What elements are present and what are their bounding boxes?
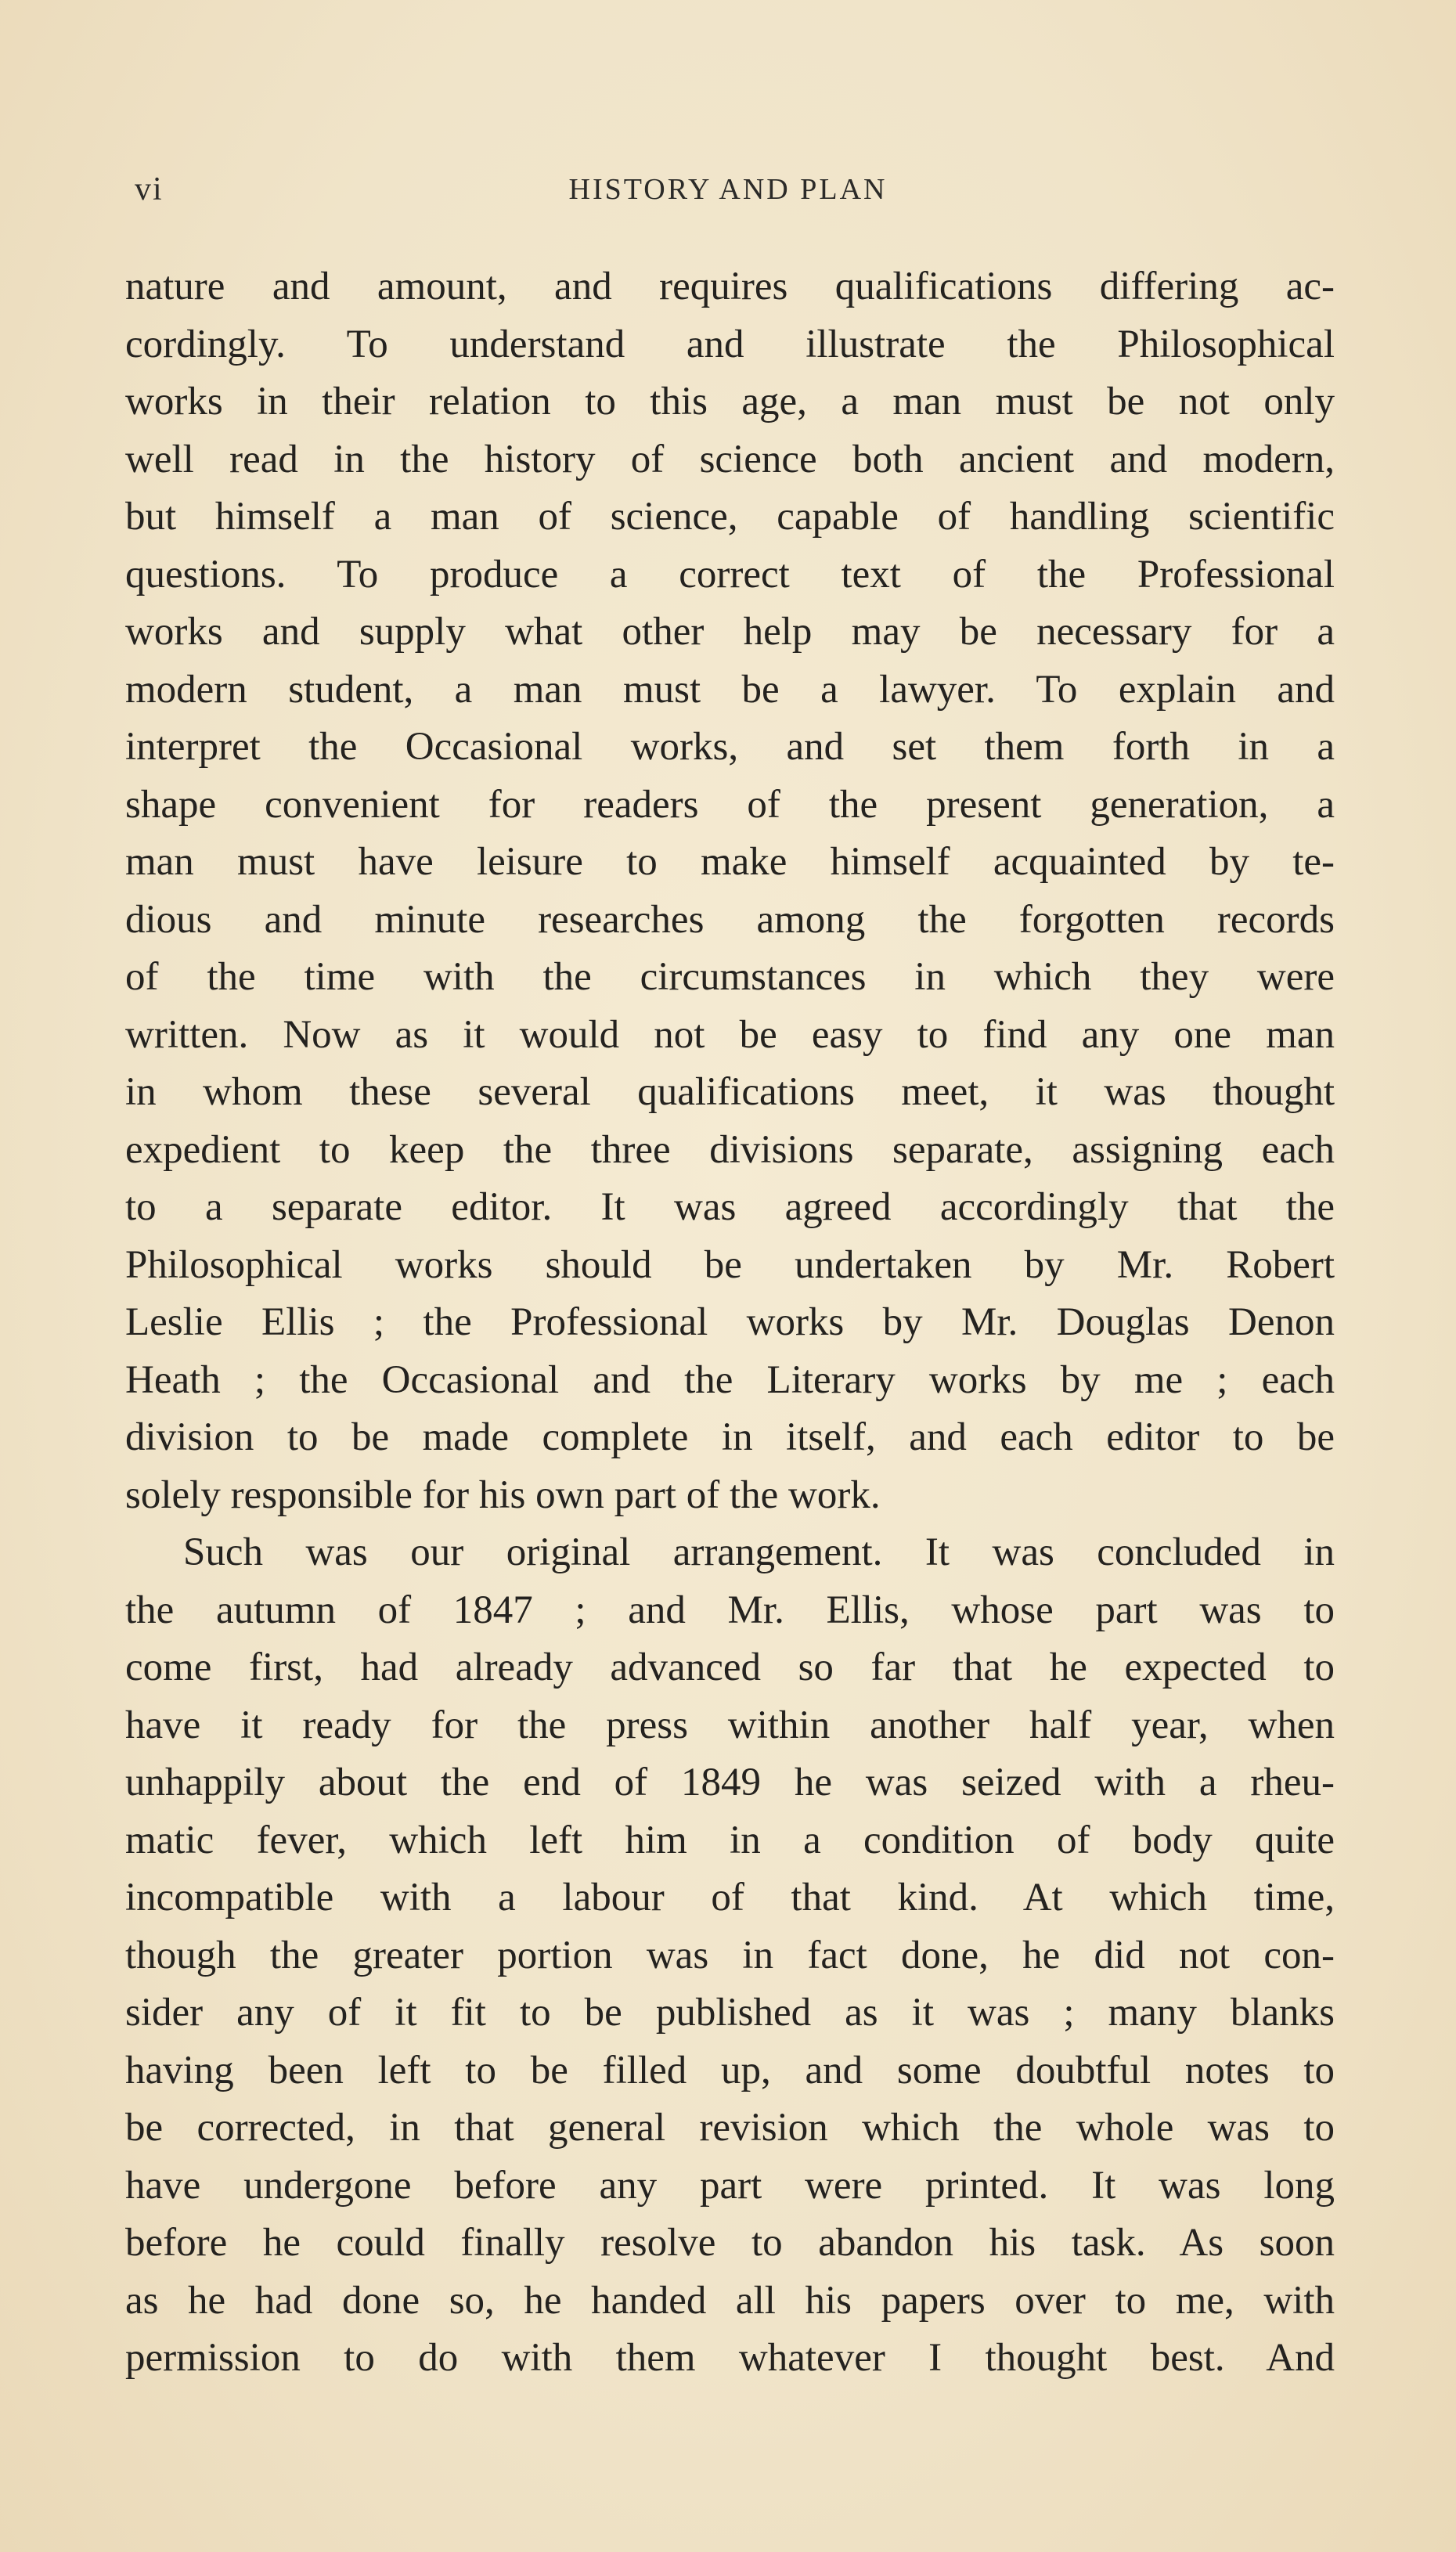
text-line: before he could finally resolve to abandon his task. As soon xyxy=(125,2221,1335,2265)
text-line: unhappily about the end of 1849 he was seized with a rheu- xyxy=(125,1761,1335,1804)
text-line: modern student, a man must be a lawyer. To explain and xyxy=(125,667,1335,712)
text-line: incompatible with a labour of that kind. At which time, xyxy=(125,1876,1335,1919)
text-line: man must have leisure to make himself acquainted by te- xyxy=(125,840,1335,884)
body-text xyxy=(125,258,1335,2388)
text-line: be corrected, in that general revision which the whole was to xyxy=(125,2106,1335,2150)
text-line: written. Now as it would not be easy to find any one man xyxy=(125,1012,1335,1057)
text-line: works in their relation to this age, a man must be not only xyxy=(125,380,1335,424)
text-line: dious and minute researches among the forgotten records xyxy=(125,897,1335,942)
text-line: having been left to be filled up, and some doubtful notes to xyxy=(125,2048,1335,2092)
text-line: though the greater portion was in fact done, he did not con- xyxy=(125,1933,1335,1977)
text-line: Philosophical works should be undertaken by Mr. Robert xyxy=(125,1242,1335,1287)
text-line: as he had done so, he handed all his papers over to me, with xyxy=(125,2278,1335,2323)
text-line: expedient to keep the three divisions separate, assigning each xyxy=(125,1127,1335,1172)
text-line: shape convenient for readers of the present generation, a xyxy=(125,782,1335,827)
text-line: well read in the history of science both ancient and modern, xyxy=(125,437,1335,481)
text-line: the autumn of 1847 ; and Mr. Ellis, whose part was to xyxy=(125,1588,1335,1632)
text-line: cordingly. To understand and illustrate the Philosophical xyxy=(125,322,1335,366)
text-line: in whom these several qualifications meet, it was thought xyxy=(125,1070,1335,1114)
text-line: sider any of it fit to be published as it was ; many blanks xyxy=(125,1991,1335,2035)
text-line: have it ready for the press within another half year, when xyxy=(125,1703,1335,1747)
text-line: interpret the Occasional works, and set them forth in a xyxy=(125,725,1335,769)
text-line: Heath ; the Occasional and the Literary works by me ; each xyxy=(125,1357,1335,1402)
text-line: come first, had already advanced so far that he expected to xyxy=(125,1645,1335,1689)
text-line: have undergone before any part were printed. It was long xyxy=(125,2163,1335,2208)
text-line: works and supply what other help may be necessary for a xyxy=(125,610,1335,654)
running-head: HISTORY AND PLAN xyxy=(568,173,888,206)
text-line: of the time with the circumstances in which they were xyxy=(125,955,1335,999)
text-line: matic fever, which left him in a condition of body quite xyxy=(125,1818,1335,1862)
text-line: questions. To produce a correct text of the Professional xyxy=(125,552,1335,597)
text-line: permission to do with them whatever I thought best. And xyxy=(125,2336,1335,2380)
text-line: nature and amount, and requires qualifications differing ac- xyxy=(125,265,1335,308)
text-line: but himself a man of science, capable of handling scientific xyxy=(125,495,1335,539)
page-number: vi xyxy=(135,171,164,207)
text-line: division to be made complete in itself, and each editor to be xyxy=(125,1415,1335,1459)
text-line: to a separate editor. It was agreed accordingly that the xyxy=(125,1185,1335,1229)
paragraph-last-line: solely responsible for his own part of the work. xyxy=(125,1472,881,1517)
page-header xyxy=(125,171,1331,218)
text-line: Leslie Ellis ; the Professional works by Mr. Douglas Denon xyxy=(125,1300,1335,1344)
paragraph-first-line: Such was our original arrangement. It was concluded in xyxy=(183,1530,1335,1574)
